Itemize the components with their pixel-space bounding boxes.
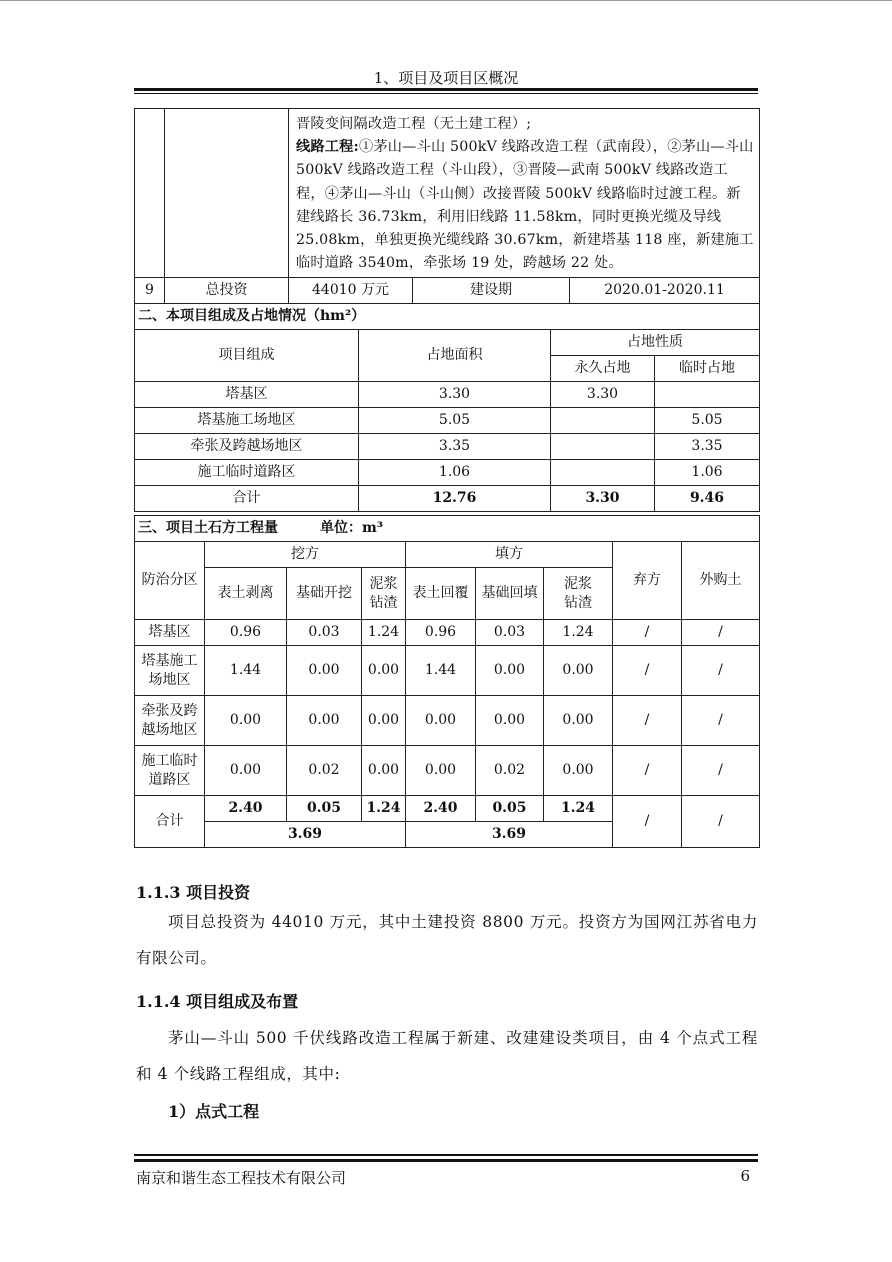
cell-value: 0.00: [205, 696, 287, 746]
cell-value: /: [613, 746, 682, 796]
table-row-total: [135, 486, 760, 512]
cell-value: 0.00: [476, 696, 544, 746]
total-investment-label: 总投资: [165, 278, 289, 304]
header-mud-slag-fill: 泥浆钻渣: [544, 568, 613, 620]
cell-value: 0.00: [476, 646, 544, 696]
cell-value: 0.03: [287, 620, 362, 646]
land-row-temporary: 3.35: [655, 434, 760, 460]
section-114-paragraph: 茅山—斗山 500 千伏线路改造工程属于新建、改建建设类项目，由 4 个点式工程和 4 个线路工程组成，其中:: [136, 1029, 758, 1083]
zone-name: 牵张及跨越场地区: [135, 696, 205, 746]
land-total-name: 合计: [135, 486, 359, 512]
header-temporary: 临时占地: [655, 356, 760, 382]
cell-value: 1.44: [406, 646, 476, 696]
land-row-temporary: 5.05: [655, 408, 760, 434]
cell-value: 0.96: [205, 620, 287, 646]
cell-value: /: [682, 646, 760, 696]
land-row-name: 塔基区: [135, 382, 359, 408]
fill-sum: 3.69: [406, 822, 613, 848]
cell-value: 0.96: [406, 620, 476, 646]
land-row-permanent: [551, 408, 655, 434]
header-mud-slag: 泥浆钻渣: [362, 568, 406, 620]
header-topsoil-strip: 表土剥离: [205, 568, 287, 620]
cell-value: 0.00: [362, 696, 406, 746]
overview-table-fragment: [134, 108, 760, 278]
construction-period-label: 建设期: [413, 278, 570, 304]
table-row-total: [135, 796, 760, 822]
cell-value: 1.24: [362, 620, 406, 646]
total-purchase: /: [682, 796, 760, 848]
cell-value: 0.00: [287, 646, 362, 696]
total-value: 2.40: [406, 796, 476, 822]
cell-value: 0.00: [544, 746, 613, 796]
table-row: [135, 460, 760, 486]
land-table-title: 二、本项目组成及占地情况（hm²）: [135, 304, 760, 330]
table-row: [135, 408, 760, 434]
zone-name: 塔基施工场地区: [135, 646, 205, 696]
sub-heading-point-projects: 1）点式工程: [168, 1102, 260, 1121]
footer-rule-thick: [134, 1154, 758, 1156]
land-row-area: 5.05: [359, 408, 551, 434]
cell-value: 0.00: [544, 696, 613, 746]
cell-value: 0.00: [205, 746, 287, 796]
land-row-temporary: [655, 382, 760, 408]
header-foundation-dig: 基础开挖: [287, 568, 362, 620]
land-row-permanent: [551, 434, 655, 460]
footer-company: 南京和谐生态工程技术有限公司: [136, 1169, 347, 1187]
substation-line: 晋陵变间隔改造工程（无土建工程）;: [296, 116, 532, 132]
cell-value: 0.00: [406, 696, 476, 746]
page-top-border: [0, 0, 892, 1]
empty-cell: [135, 109, 165, 278]
section-114-heading: 1.1.4 项目组成及布置: [136, 992, 299, 1011]
cell-value: 0.00: [287, 696, 362, 746]
land-row-name: 施工临时道路区: [135, 460, 359, 486]
cell-value: 0.00: [362, 746, 406, 796]
earthwork-table-title: [135, 516, 760, 542]
header-composition: 项目组成: [135, 330, 359, 382]
cell-value: /: [682, 620, 760, 646]
zone-name: 塔基区: [135, 620, 205, 646]
land-row-temporary: 1.06: [655, 460, 760, 486]
section-113-paragraph: 项目总投资为 44010 万元，其中土建投资 8800 万元。投资方为国网江苏省电力有限公司。: [136, 913, 758, 967]
zone-name: 施工临时道路区: [135, 746, 205, 796]
table-row: [135, 434, 760, 460]
line-project-description: [289, 109, 760, 278]
cell-value: 0.00: [406, 746, 476, 796]
table-row: [135, 696, 760, 746]
page-header-title: 1、项目及项目区概况: [373, 69, 519, 87]
cell-value: 0.00: [544, 646, 613, 696]
total-value: 1.24: [362, 796, 406, 822]
table-row: [135, 646, 760, 696]
earthwork-table: [134, 515, 760, 848]
land-occupation-table: [134, 303, 760, 512]
earthwork-unit: 单位：m³: [320, 520, 383, 537]
excavation-sum: 3.69: [205, 822, 406, 848]
page-number: 6: [740, 1167, 750, 1185]
total-investment-value: 44010 万元: [289, 278, 413, 304]
cell-value: 0.00: [362, 646, 406, 696]
cell-value: /: [682, 746, 760, 796]
cell-value: 1.24: [544, 620, 613, 646]
land-row-area: 3.35: [359, 434, 551, 460]
header-foundation-back: 基础回填: [476, 568, 544, 620]
land-total-permanent: 3.30: [551, 486, 655, 512]
section-113-heading: 1.1.3 项目投资: [136, 883, 251, 902]
empty-cell: [165, 109, 289, 278]
cell-value: 0.02: [287, 746, 362, 796]
cell-value: 1.44: [205, 646, 287, 696]
earth-total-name: 合计: [135, 796, 205, 848]
row-number: 9: [135, 278, 165, 304]
header-rule-thick: [134, 88, 758, 91]
cell-value: /: [613, 620, 682, 646]
footer-rule-thick-2: [134, 1159, 758, 1162]
header-nature: 占地性质: [551, 330, 760, 356]
cell-value: /: [613, 696, 682, 746]
line-project-text: ①茅山—斗山 500kV 线路改造工程（武南段），②茅山—斗山 500kV 线路改造工程（斗山段），③晋陵—武南 500kV 线路改造工程，④茅山—斗山（斗山侧）改接晋陵 500kV 线路临时过渡工程。新建线路长 36.73km，利用旧线路 11.58km，同时更换光缆及导线 25.08km，单独更换光缆线路 30.67km，新建塔基 118 座，新建施工临时道路 3540m，牵张场 19 处，跨越场 22 处。: [296, 139, 754, 272]
land-row-area: 1.06: [359, 460, 551, 486]
land-row-name: 牵张及跨越场地区: [135, 434, 359, 460]
table-row: [135, 620, 760, 646]
header-permanent: 永久占地: [551, 356, 655, 382]
land-row-name: 塔基施工场地区: [135, 408, 359, 434]
cell-value: 0.02: [476, 746, 544, 796]
header-purchase: 外购土: [682, 542, 760, 620]
header-zone: 防治分区: [135, 542, 205, 620]
investment-row: [134, 277, 760, 304]
header-discard: 弃方: [613, 542, 682, 620]
land-total-area: 12.76: [359, 486, 551, 512]
land-total-temporary: 9.46: [655, 486, 760, 512]
land-row-permanent: 3.30: [551, 382, 655, 408]
land-row-permanent: [551, 460, 655, 486]
land-row-area: 3.30: [359, 382, 551, 408]
header-excavation: 挖方: [205, 542, 406, 568]
header-fill: 填方: [406, 542, 613, 568]
header-area: 占地面积: [359, 330, 551, 382]
earthwork-title-text: 三、项目土石方工程量: [138, 520, 278, 537]
header-topsoil-back: 表土回覆: [406, 568, 476, 620]
total-discard: /: [613, 796, 682, 848]
table-row: [135, 746, 760, 796]
cell-value: 0.03: [476, 620, 544, 646]
total-value: 2.40: [205, 796, 287, 822]
cell-value: /: [613, 646, 682, 696]
cell-value: /: [682, 696, 760, 746]
total-value: 0.05: [287, 796, 362, 822]
total-value: 0.05: [476, 796, 544, 822]
construction-period-value: 2020.01-2020.11: [570, 278, 760, 304]
line-project-label: 线路工程:: [296, 139, 359, 156]
table-row: [135, 382, 760, 408]
header-rule-thin: [134, 93, 758, 94]
total-value: 1.24: [544, 796, 613, 822]
